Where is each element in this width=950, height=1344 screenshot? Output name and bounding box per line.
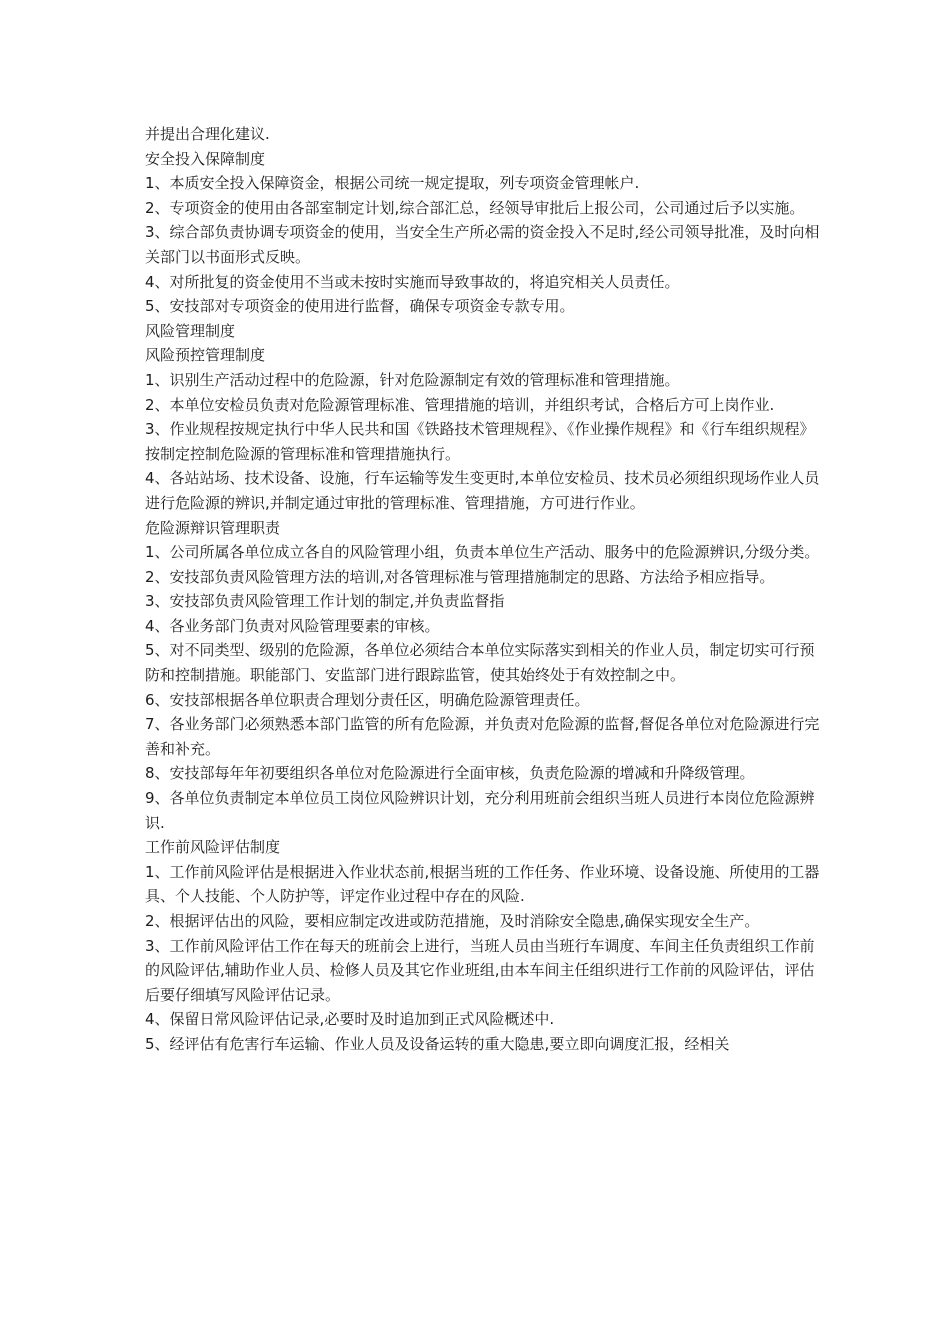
list-item: 2、专项资金的使用由各部室制定计划,综合部汇总，经领导审批后上报公司，公司通过后予以实施。 [145, 198, 805, 217]
list-item: 7、各业务部门必须熟悉本部门监管的所有危险源，并负责对危险源的监督,督促各单位对危险源进行完善和补充。 [145, 715, 820, 758]
text-line: 并提出合理化建议. [145, 125, 270, 143]
list-item: 2、本单位安检员负责对危险源管理标准、管理措施的培训，并组织考试，合格后方可上岗作业. [145, 395, 775, 414]
list-item: 4、各业务部门负责对风险管理要素的审核。 [145, 616, 440, 635]
list-item: 4、对所批复的资金使用不当或未按时实施而导致事故的，将追究相关人员责任。 [145, 272, 680, 291]
section-heading: 安全投入保障制度 [145, 149, 266, 168]
list-item: 2、安技部负责风险管理方法的培训,对各管理标准与管理措施制定的思路、方法给予相应指导。 [145, 567, 775, 586]
list-item: 3、安技部负责风险管理工作计划的制定,并负责监督指 [145, 592, 505, 611]
document-body [145, 122, 820, 1057]
section-heading: 危险源辩识管理职责 [145, 518, 281, 537]
list-item: 3、综合部负责协调专项资金的使用，当安全生产所必需的资金投入不足时,经公司领导批准，及时向相关部门以书面形式反映。 [145, 223, 820, 266]
list-item: 5、经评估有危害行车运输、作业人员及设备运转的重大隐患,要立即向调度汇报，经相关 [145, 1034, 730, 1053]
list-item: 6、安技部根据各单位职责合理划分责任区，明确危险源管理责任。 [145, 690, 590, 709]
list-item: 8、安技部每年年初要组织各单位对危险源进行全面审核，负责危险源的增减和升降级管理。 [145, 764, 755, 783]
section-heading: 风险预控管理制度 [145, 346, 266, 365]
list-item: 3、作业规程按规定执行中华人民共和国《铁路技术管理规程》、《作业操作规程》和《行车组织规程》按制定控制危险源的管理标准和管理措施执行。 [145, 420, 815, 463]
list-item: 3、工作前风险评估工作在每天的班前会上进行，当班人员由当班行车调度、车间主任负责组织工作前的风险评估,辅助作业人员、检修人员及其它作业班组,由本车间主任组织进行工作前的风险评估，评估后要仔细填写风险评估记录。 [145, 936, 815, 1004]
list-item: 1、本质安全投入保障资金，根据公司统一规定提取，列专项资金管理帐户. [145, 174, 640, 193]
section-heading: 风险管理制度 [145, 321, 236, 340]
list-item: 1、工作前风险评估是根据进入作业状态前,根据当班的工作任务、作业环境、设备设施、所使用的工器具、个人技能、个人防护等，评定作业过程中存在的风险. [145, 862, 820, 906]
section-heading: 工作前风险评估制度 [145, 838, 281, 857]
list-item: 1、公司所属各单位成立各自的风险管理小组，负责本单位生产活动、服务中的危险源辨识,分级分类。 [145, 543, 820, 562]
list-item: 4、各站站场、技术设备、设施，行车运输等发生变更时,本单位安检员、技术员必须组织现场作业人员进行危险源的辨识,并制定通过审批的管理标准、管理措施，方可进行作业。 [145, 469, 820, 512]
list-item: 1、识别生产活动过程中的危险源，针对危险源制定有效的管理标准和管理措施。 [145, 370, 680, 389]
list-item: 5、安技部对专项资金的使用进行监督，确保专项资金专款专用。 [145, 297, 575, 316]
list-item: 4、保留日常风险评估记录,必要时及时追加到正式风险概述中. [145, 1010, 555, 1029]
list-item: 2、根据评估出的风险，要相应制定改进或防范措施，及时消除安全隐患,确保实现安全生产。 [145, 912, 760, 930]
list-item: 9、各单位负责制定本单位员工岗位风险辨识计划，充分利用班前会组织当班人员进行本岗位危险源辨识. [145, 789, 815, 832]
list-item: 5、对不同类型、级别的危险源，各单位必须结合本单位实际落实到相关的作业人员，制定切实可行预防和控制措施。职能部门、安监部门进行跟踪监管，使其始终处于有效控制之中。 [145, 641, 815, 685]
